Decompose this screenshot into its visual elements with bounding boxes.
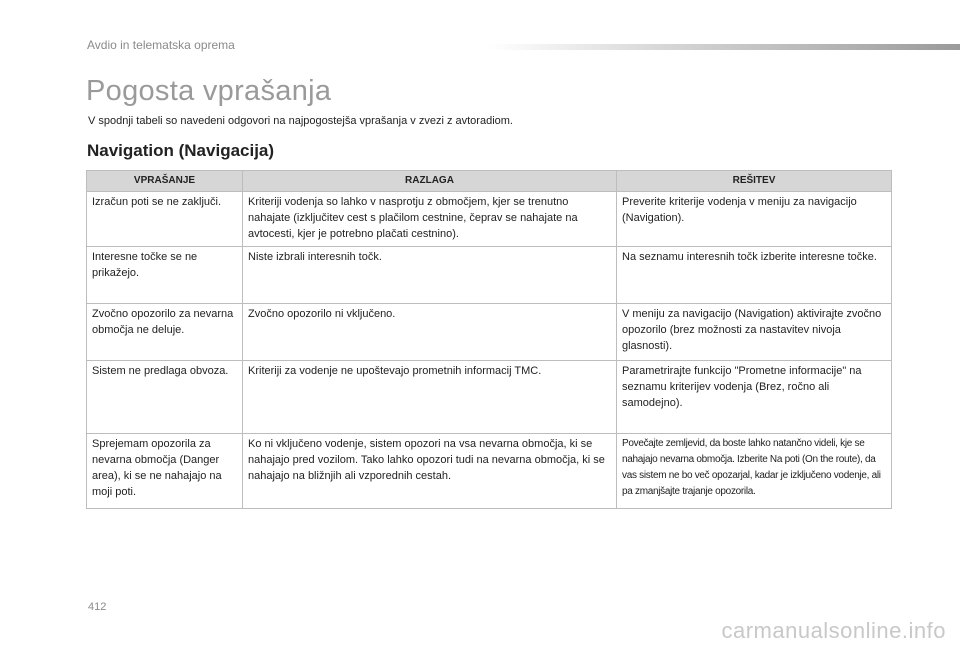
watermark: carmanualsonline.info	[721, 618, 946, 643]
question-cell: Izračun poti se ne zaključi.	[87, 192, 243, 247]
page-number: 412	[88, 601, 107, 613]
explanation-cell: Niste izbrali interesnih točk.	[243, 247, 617, 304]
solution-cell: Parametrirajte funkcijo "Prometne informacije" na seznamu kriterijev vodenja (Brez, ročno ali samodejno).	[617, 361, 892, 434]
table-row	[87, 361, 892, 434]
column-header-explanation: RAZLAGA	[243, 171, 617, 192]
question-cell: Zvočno opozorilo za nevarna območja ne deluje.	[87, 304, 243, 361]
solution-cell: Povečajte zemljevid, da boste lahko natančno videli, kje se nahajajo nevarna območja. Izberite Na poti (On the route), da vas sistem ne bo več opozarjal, kadar je izključeno vodenje, ali pa zmanjšajte trajanje opozorila.	[617, 434, 892, 509]
solution-cell: V meniju za navigacijo (Navigation) aktivirajte zvočno opozorilo (brez možnosti za nastavitev nivoja glasnosti).	[617, 304, 892, 361]
header-section-label: Avdio in telematska oprema	[87, 38, 235, 52]
column-header-question: VPRAŠANJE	[87, 171, 243, 192]
page-title: Pogosta vprašanja	[86, 75, 332, 107]
explanation-cell: Ko ni vključeno vodenje, sistem opozori na vsa nevarna območja, ki se nahajajo pred vozilom. Tako lahko opozori tudi na nevarna območja, ki se nahajajo na bližnjih ali vzporednih cestah.	[243, 434, 617, 509]
question-cell: Sistem ne predlaga obvoza.	[87, 361, 243, 434]
question-cell: Sprejemam opozorila za nevarna območja (Danger area), ki se ne nahajajo na moji poti.	[87, 434, 243, 509]
section-title: Navigation (Navigacija)	[87, 141, 275, 160]
table-row	[87, 247, 892, 304]
explanation-cell: Kriteriji vodenja so lahko v nasprotju z območjem, kjer se trenutno nahajate (izključitev cest s plačilom cestnine, čeprav se nahajate na avtocesti, kjer je potrebno plačati cestnino).	[243, 192, 617, 247]
question-cell: Interesne točke se ne prikažejo.	[87, 247, 243, 304]
solution-cell: Preverite kriterije vodenja v meniju za navigacijo (Navigation).	[617, 192, 892, 247]
column-header-solution: REŠITEV	[617, 171, 892, 192]
table-row	[87, 304, 892, 361]
header-gradient-bar	[488, 44, 960, 50]
table-header-row	[87, 171, 892, 192]
explanation-cell: Zvočno opozorilo ni vključeno.	[243, 304, 617, 361]
explanation-cell: Kriteriji za vodenje ne upoštevajo prometnih informacij TMC.	[243, 361, 617, 434]
solution-cell: Na seznamu interesnih točk izberite interesne točke.	[617, 247, 892, 304]
table-row	[87, 192, 892, 247]
intro-text: V spodnji tabeli so navedeni odgovori na najpogostejša vprašanja v zvezi z avtoradiom.	[88, 115, 513, 127]
faq-table	[86, 170, 892, 509]
table-row	[87, 434, 892, 509]
